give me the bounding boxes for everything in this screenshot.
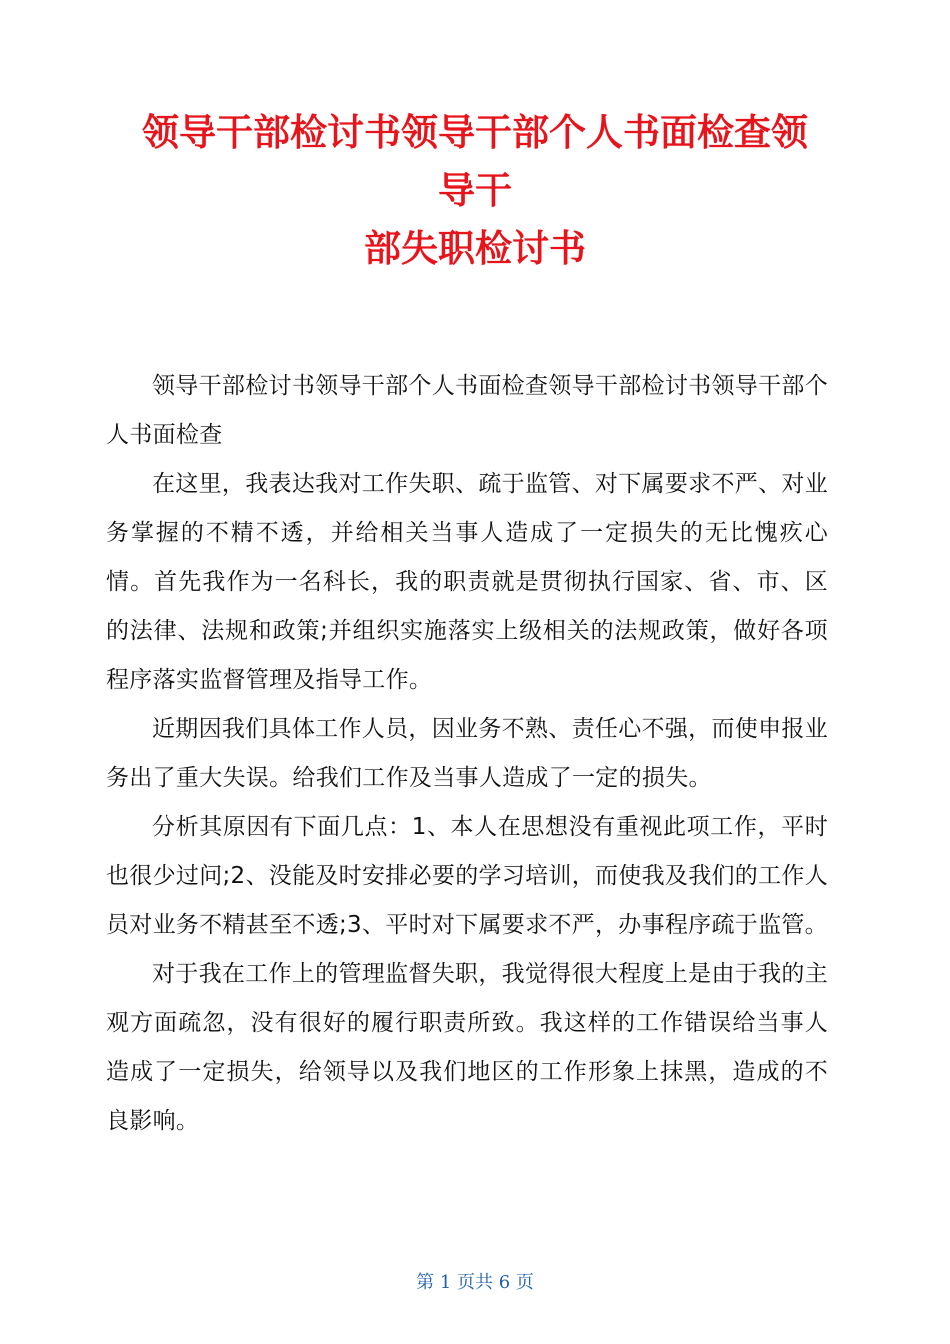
paragraph-4: 分析其原因有下面几点：1、本人在思想没有重视此项工作，平时也很少过问;2、没能及时安排必要的学习培训，而使我及我们的工作人员对业务不精甚至不透;3、平时对下属要求不严，办事程序疏于监管。 — [106, 814, 828, 938]
page-footer: 第 1 页共 6 页 — [416, 1272, 534, 1293]
paragraph-5: 对于我在工作上的管理监督失职，我觉得很大程度上是由于我的主观方面疏忽，没有很好的履行职责所致。我这样的工作错误给当事人造成了一定损失，给领导以及我们地区的工作形象上抹黑，造成的不良影响。 — [106, 961, 828, 1134]
title-line-3: 部失职检讨书 — [364, 227, 586, 270]
title-line-1: 领导干部检讨书领导干部个人书面检查领 — [142, 111, 808, 154]
paragraph-3: 近期因我们具体工作人员，因业务不熟、责任心不强，而使申报业务出了重大失误。给我们工作及当事人造成了一定的损失。 — [106, 716, 828, 791]
title-line-2: 导干 — [438, 169, 512, 212]
paragraph-2: 在这里，我表达我对工作失职、疏于监管、对下属要求不严、对业务掌握的不精不透，并给相关当事人造成了一定损失的无比愧疚心情。首先我作为一名科长，我的职责就是贯彻执行国家、省、市、区的法律、法规和政策;并组织实施落实上级相关的法规政策，做好各项程序落实监督管理及指导工作。 — [106, 471, 828, 693]
document-title — [100, 104, 850, 278]
paragraph-1: 领导干部检讨书领导干部个人书面检查领导干部检讨书领导干部个人书面检查 — [106, 373, 828, 448]
document-body — [106, 362, 828, 1146]
